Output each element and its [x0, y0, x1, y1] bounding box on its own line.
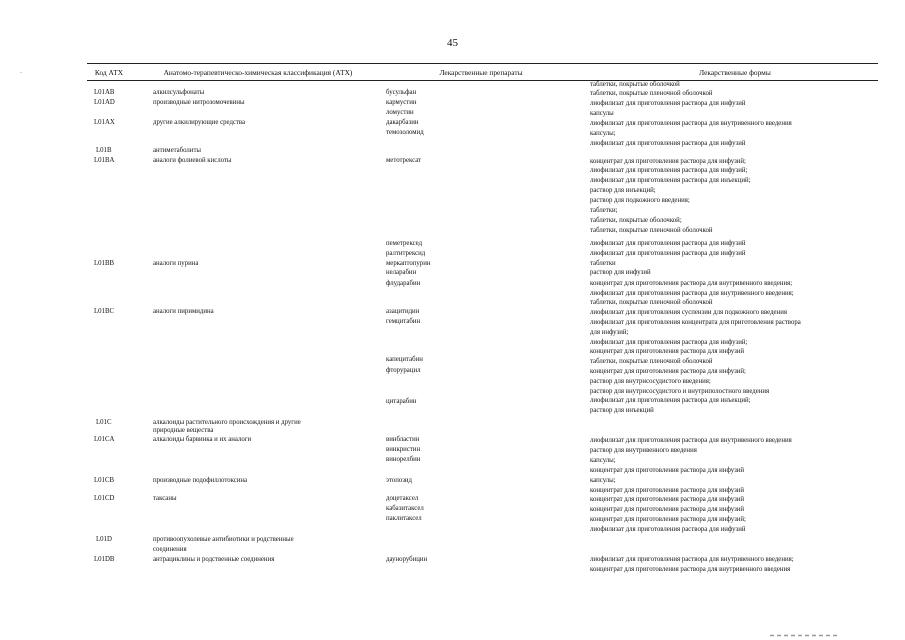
- header-forms: Лекарственные формы: [699, 68, 771, 77]
- dosage-form: лиофилизат для приготовления концентрата для приготовления раствора: [590, 319, 801, 326]
- scan-corner-mark: [770, 634, 840, 637]
- dosage-form: таблетки, покрытые пленочной оболочкой: [590, 358, 713, 365]
- drug-name: ломустин: [386, 109, 414, 116]
- atc-code: L01D: [96, 536, 112, 543]
- atc-code: L01CD: [94, 495, 115, 502]
- dosage-form: концентрат для приготовления раствора для инфузий;: [590, 158, 746, 165]
- atc-description: аналоги пиримидина: [153, 308, 214, 315]
- header-drugs: Лекарственные препараты: [439, 68, 523, 77]
- atc-description: природные вещества: [153, 427, 214, 434]
- dosage-form: концентрат для приготовления раствора для инфузий: [590, 348, 745, 355]
- atc-description: производные подофиллотоксина: [153, 477, 248, 484]
- atc-description: алкалоиды растительного происхождения и другие: [153, 419, 301, 426]
- atc-description: соединения: [153, 546, 187, 553]
- page-number: 45: [447, 37, 458, 49]
- dosage-form: лиофилизат для приготовления раствора для инфузий;: [590, 339, 748, 346]
- drug-name: дакарбазин: [386, 119, 419, 126]
- drug-name: даунорубицин: [386, 556, 428, 563]
- atc-description: другие алкилирующие средства: [153, 119, 246, 126]
- dosage-form: концентрат для приготовления раствора для инфузий: [590, 467, 745, 474]
- dosage-form: лиофилизат для приготовления раствора для внутривенного введения: [590, 120, 792, 127]
- atc-description: аналоги фолиевой кислоты: [153, 157, 232, 164]
- atc-code: L01B: [96, 147, 112, 154]
- dosage-form: раствор для инъекций: [590, 407, 654, 414]
- dosage-form: лиофилизат для приготовления раствора для инфузий: [590, 240, 746, 247]
- dosage-form: лиофилизат для приготовления раствора для инфузий: [590, 250, 746, 257]
- drug-name: бусульфан: [386, 89, 417, 96]
- dosage-form: таблетки, покрытые пленочной оболочкой: [590, 299, 713, 306]
- dosage-form: капсулы: [590, 110, 614, 117]
- header-code: Код АТХ: [94, 68, 124, 77]
- drug-name: фторурацил: [386, 367, 421, 374]
- header-classification: Анатомо-терапевтическо-химическая классификация (АТХ): [163, 68, 353, 77]
- dosage-form: концентрат для приготовления раствора для инфузий: [590, 496, 745, 503]
- atc-code: L01AD: [94, 99, 115, 106]
- drug-name: гемцитабин: [386, 318, 421, 325]
- dosage-form: раствор для внутрисосудистого и внутриполостного введения: [590, 388, 770, 395]
- drug-name: паклитаксел: [386, 515, 422, 522]
- dosage-form: таблетки, покрытые пленочной оболочкой: [590, 90, 713, 97]
- drug-name: винбластин: [386, 436, 420, 443]
- drug-name: метотрексат: [386, 157, 422, 164]
- dosage-form: капсулы;: [590, 457, 616, 464]
- dosage-form: лиофилизат для приготовления раствора для внутривенного введения: [590, 437, 792, 444]
- dosage-form: концентрат для приготовления раствора для внутривенного введения;: [590, 280, 793, 287]
- dosage-form: раствор для внутривенного введения: [590, 447, 697, 454]
- atc-code: L01BC: [94, 308, 115, 315]
- dosage-form: лиофилизат для приготовления суспензии для подкожного введения: [590, 309, 787, 316]
- dosage-form: концентрат для приготовления раствора для инфузий: [590, 506, 745, 513]
- atc-description: антрациклины и родственные соединения: [153, 556, 275, 563]
- atc-description: аналоги пурина: [153, 260, 199, 267]
- atc-description: алкилсульфонаты: [153, 89, 205, 96]
- dosage-form: лиофилизат для приготовления раствора для внутривенного введения;: [590, 290, 794, 297]
- drug-name: винкристин: [386, 446, 421, 453]
- dosage-form: для инфузий;: [590, 329, 629, 336]
- dosage-form: лиофилизат для приготовления раствора для инфузий: [590, 526, 746, 533]
- drug-name: винорелбин: [386, 456, 421, 463]
- drug-name: кармустин: [386, 99, 417, 106]
- dosage-form: таблетки, покрытые оболочкой;: [590, 217, 682, 224]
- dosage-form: концентрат для приготовления раствора для инфузий;: [590, 368, 746, 375]
- dosage-form: раствор для инъекций;: [590, 187, 656, 194]
- dosage-form: концентрат для приготовления раствора для инфузий;: [590, 516, 746, 523]
- dosage-form: раствор для внутрисосудистого введения;: [590, 378, 711, 385]
- drug-name: темозоломид: [386, 129, 424, 136]
- atc-code: L01BB: [94, 260, 115, 267]
- atc-description: алкалоиды барвинка и их аналоги: [153, 436, 252, 443]
- drug-name: флударабин: [386, 280, 421, 287]
- atc-code: L01DB: [94, 556, 115, 563]
- atc-description: таксаны: [153, 495, 177, 502]
- dosage-form: концентрат для приготовления раствора для инфузий: [590, 487, 745, 494]
- header-rule-top: [87, 63, 878, 64]
- dosage-form: таблетки, покрытые оболочкой: [590, 81, 680, 88]
- atc-description: противоопухолевые антибиотики и родственные: [153, 536, 294, 543]
- dosage-form: концентрат для приготовления раствора для внутривенного введения: [590, 566, 791, 573]
- dosage-form: лиофилизат для приготовления раствора для инфузий: [590, 140, 746, 147]
- atc-description: антиметаболиты: [153, 147, 201, 154]
- drug-name: доцетаксел: [386, 495, 419, 502]
- dosage-form: лиофилизат для приготовления раствора для инъекций;: [590, 397, 751, 404]
- drug-name: пеметрексед: [386, 240, 423, 247]
- drug-name: капецитабин: [386, 356, 423, 363]
- atc-code: L01CB: [94, 477, 115, 484]
- dosage-form: лиофилизат для приготовления раствора для инфузий: [590, 100, 746, 107]
- drug-name: неларабин: [386, 269, 417, 276]
- drug-name: азацитидин: [386, 308, 420, 315]
- dosage-form: лиофилизат для приготовления раствора для инъекций;: [590, 177, 751, 184]
- dosage-form: лиофилизат для приготовления раствора для инфузий;: [590, 167, 748, 174]
- atc-code: L01CA: [94, 436, 115, 443]
- dosage-form: таблетки: [590, 260, 616, 267]
- drug-name: цитарабин: [386, 398, 417, 405]
- drug-name: кабазитаксел: [386, 505, 424, 512]
- drug-name: ралтитрексид: [386, 250, 426, 257]
- scan-mark: -: [20, 70, 22, 76]
- header-rule-bottom: [87, 80, 878, 81]
- atc-code: L01AB: [94, 89, 115, 96]
- dosage-form: капсулы;: [590, 477, 616, 484]
- dosage-form: таблетки, покрытые пленочной оболочкой: [590, 227, 713, 234]
- dosage-form: лиофилизат для приготовления раствора для внутривенного введения;: [590, 556, 794, 563]
- drug-name: этопозид: [386, 477, 413, 484]
- drug-name: меркаптопурин: [386, 260, 431, 267]
- atc-code: L01AX: [94, 119, 115, 126]
- dosage-form: раствор для инфузий: [590, 269, 651, 276]
- dosage-form: раствор для подкожного введения;: [590, 197, 690, 204]
- atc-code: L01C: [96, 419, 112, 426]
- atc-code: L01BA: [94, 157, 115, 164]
- atc-description: производные нитрозомочевины: [153, 99, 245, 106]
- dosage-form: капсулы;: [590, 130, 616, 137]
- dosage-form: таблетки;: [590, 207, 618, 214]
